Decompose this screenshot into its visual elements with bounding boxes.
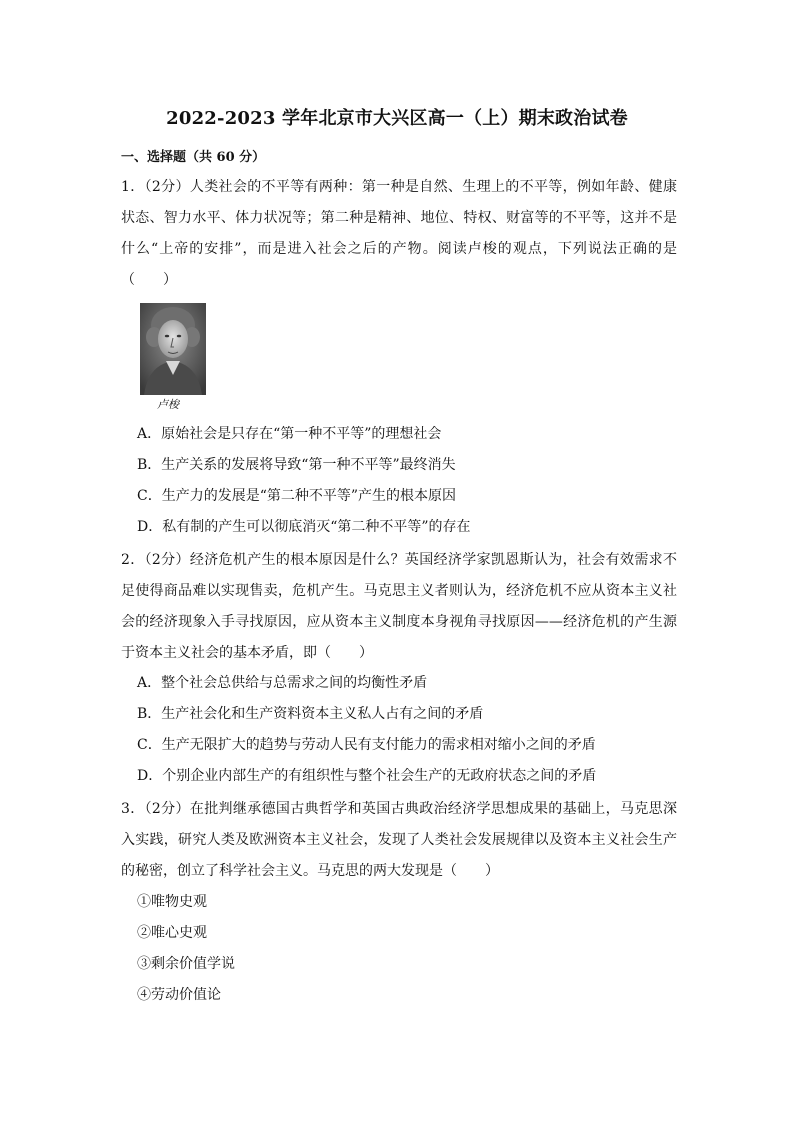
question-1-option-a: A．原始社会是只存在“第一种不平等”的理想社会 bbox=[137, 426, 442, 442]
question-1-option-b: B．生产关系的发展将导致“第一种不平等”最终消失 bbox=[137, 457, 456, 473]
rousseau-portrait-image bbox=[140, 303, 206, 395]
question-3-text: （2分）在批判继承德国古典哲学和英国古典政治经济学思想成果的基础上，马克思深入实践，研究人类及欧洲资本主义社会，发现了人类社会发展规律以及资本主义社会生产的秘密，创立了科学社会主义。马克思的两大发现是（ ） bbox=[121, 801, 677, 879]
question-3-statement-2: ②唯心史观 bbox=[137, 925, 207, 941]
question-3-stem bbox=[121, 794, 677, 887]
question-1-option-d: D．私有制的产生可以彻底消灭“第二种不平等”的存在 bbox=[137, 519, 471, 535]
exam-title: 2022-2023 学年北京市大兴区高一（上）期末政治试卷 bbox=[166, 108, 628, 129]
question-3-number: 3． bbox=[121, 801, 145, 817]
question-1-text: （2分）人类社会的不平等有两种：第一种是自然、生理上的不平等，例如年龄、健康状态、智力水平、体力状况等；第二种是精神、地位、特权、财富等的不平等，这并不是什么“上帝的安排”，而是进入社会之后的产物。阅读卢梭的观点，下列说法正确的是（ ） bbox=[121, 179, 677, 288]
question-3-statement-1: ①唯物史观 bbox=[137, 894, 207, 910]
question-2-option-d: D．个别企业内部生产的有组织性与整个社会生产的无政府状态之间的矛盾 bbox=[137, 768, 597, 784]
section-heading: 一、选择题（共 60 分） bbox=[121, 150, 266, 165]
question-2-option-b: B．生产社会化和生产资料资本主义私人占有之间的矛盾 bbox=[137, 706, 484, 722]
question-3-statement-4: ④劳动价值论 bbox=[137, 987, 221, 1003]
question-3-statement-3: ③剩余价值学说 bbox=[137, 956, 235, 972]
question-2-option-c: C．生产无限扩大的趋势与劳动人民有支付能力的需求相对缩小之间的矛盾 bbox=[137, 737, 596, 753]
question-2-stem bbox=[121, 545, 677, 669]
question-1-option-c: C．生产力的发展是“第二种不平等”产生的根本原因 bbox=[137, 488, 457, 504]
portrait-caption: 卢梭 bbox=[157, 398, 179, 411]
question-1-stem bbox=[121, 172, 677, 296]
question-1-number: 1． bbox=[121, 179, 145, 195]
question-2-text: （2分）经济危机产生的根本原因是什么？英国经济学家凯恩斯认为，社会有效需求不足使得商品难以实现售卖，危机产生。马克思主义者则认为，经济危机不应从资本主义社会的经济现象入手寻找原因，应从资本主义制度本身视角寻找原因——经济危机的产生源于资本主义社会的基本矛盾，即（ ） bbox=[121, 552, 677, 661]
question-2-number: 2． bbox=[121, 552, 145, 568]
question-2-option-a: A．整个社会总供给与总需求之间的均衡性矛盾 bbox=[137, 675, 428, 691]
